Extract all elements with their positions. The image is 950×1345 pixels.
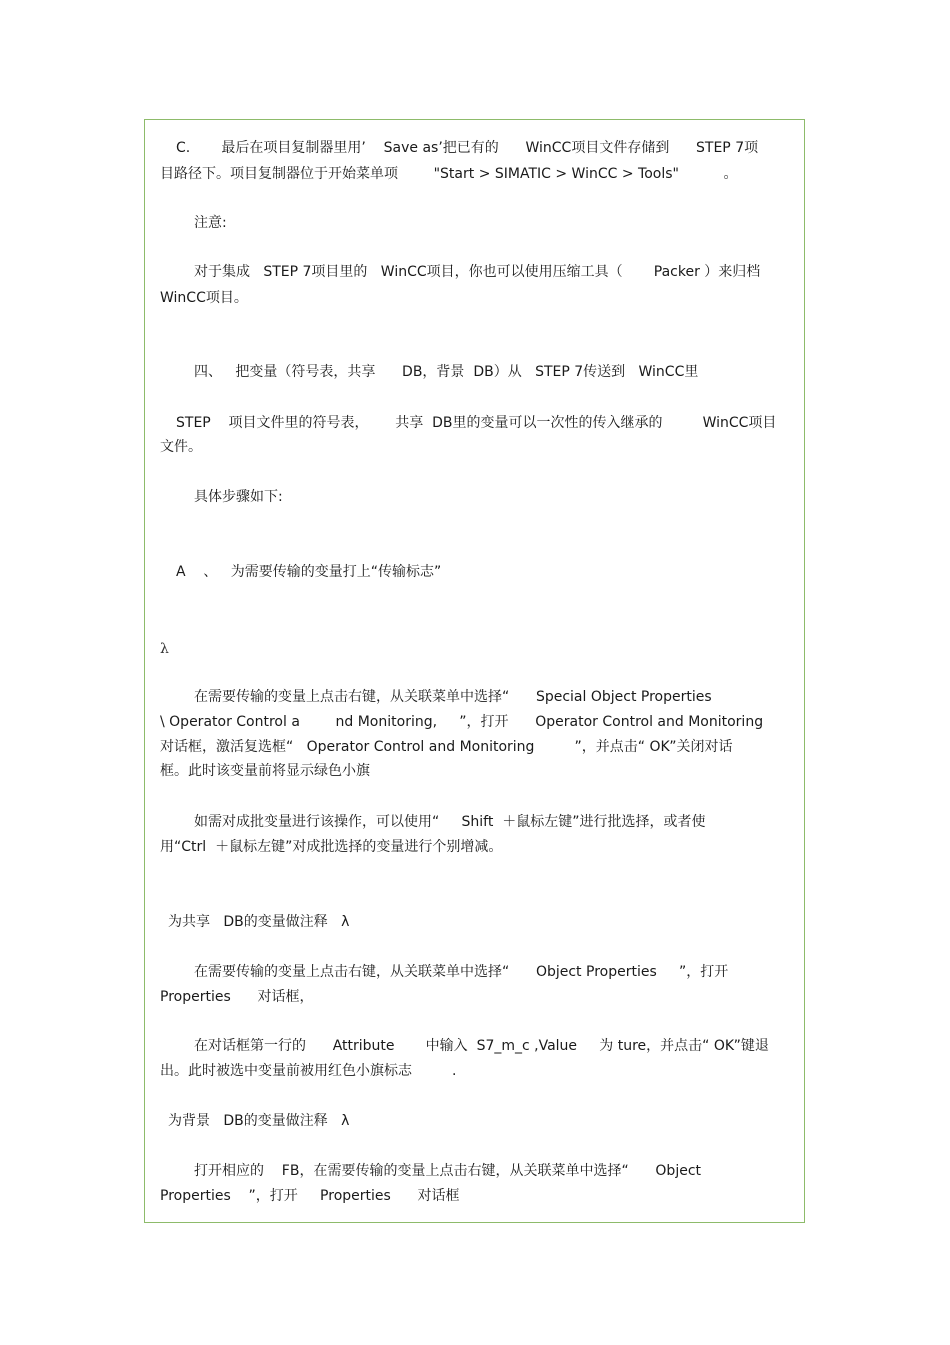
text-line: 对于集成 STEP 7项目里的 WinCC项目，你也可以使用压缩工具（ Packer ）来归档	[194, 264, 761, 280]
text-line: 在需要传输的变量上点击右键，从关联菜单中选择“ Object Properties ”，打开	[194, 964, 729, 980]
text-line: 用“Ctrl ＋鼠标左键”对成批选择的变量进行个别增减。	[160, 839, 503, 855]
text-line: 注意:	[194, 215, 227, 231]
page-border	[144, 119, 805, 1223]
step-heading: A 、 为需要传输的变量打上“传输标志”	[176, 564, 442, 580]
text-line: WinCC项目。	[160, 290, 248, 306]
text-line: 具体步骤如下:	[194, 489, 283, 505]
text-line: 出。此时被选中变量前被用红色小旗标志 .	[160, 1063, 457, 1079]
section-heading: 四、 把变量（符号表，共享 DB，背景 DB）从 STEP 7传送到 WinCC里	[194, 364, 699, 380]
text-line: 如需对成批变量进行该操作，可以使用“ Shift ＋鼠标左键”进行批选择，或者使	[194, 814, 706, 830]
step-heading: 为背景 DB的变量做注释 λ	[168, 1113, 350, 1129]
text-line: 在需要传输的变量上点击右键，从关联菜单中选择“ Special Object Properties	[194, 689, 712, 705]
text-line: 对话框，激活复选框“ Operator Control and Monitoring ”，并点击“ OK”关闭对话	[160, 739, 733, 755]
text-line: STEP 项目文件里的符号表， 共享 DB里的变量可以一次性的传入继承的 WinCC项目	[176, 415, 777, 431]
text-line: 目路径下。项目复制器位于开始菜单项 "Start > SIMATIC > WinCC > Tools" 。	[160, 166, 738, 182]
text-line: 框。此时该变量前将显示绿色小旗	[160, 763, 370, 779]
text-line: C. 最后在项目复制器里用’ Save as’把已有的 WinCC项目文件存储到 STEP 7项	[176, 140, 759, 156]
text-line: 在对话框第一行的 Attribute 中输入 S7_m_c ,Value 为 ture，并点击“ OK”键退	[194, 1038, 769, 1054]
text-line: \ Operator Control a nd Monitoring, ”，打开 Operator Control and Monitoring	[160, 714, 764, 730]
lambda-symbol: λ	[160, 641, 169, 657]
step-heading: 为共享 DB的变量做注释 λ	[168, 914, 350, 930]
text-line: Properties ”，打开 Properties 对话框	[160, 1188, 460, 1204]
text-line: 文件。	[160, 439, 202, 455]
text-line: Properties 对话框，	[160, 989, 314, 1005]
text-line: 打开相应的 FB，在需要传输的变量上点击右键，从关联菜单中选择“ Object	[194, 1163, 702, 1179]
